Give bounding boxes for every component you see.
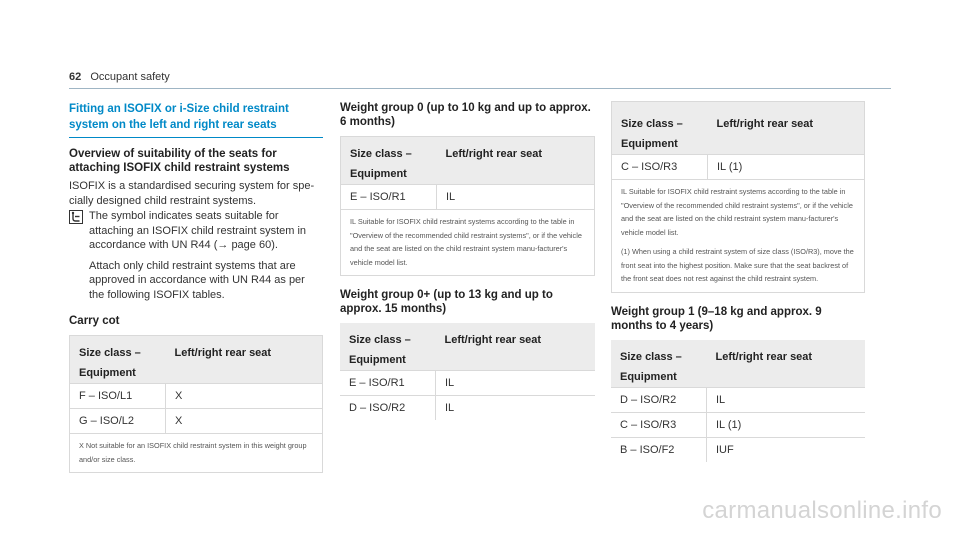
table-header-row: [340, 323, 595, 371]
header-size-class: Size class – Equipment: [70, 336, 166, 384]
table-footnote: [341, 210, 595, 276]
isofix-note-text-approval: Attach only child restraint systems that are approved in accordance with UN R44 as per the following ISOFIX tables.: [89, 259, 305, 301]
table-header-row: [70, 336, 323, 384]
watermark: carmanualsonline.info: [702, 497, 942, 524]
header-seat: Left/right rear seat: [166, 336, 323, 384]
section-name: Occupant safety: [90, 71, 170, 83]
footnote-text: IL Suitable for ISOFIX child restraint systems according to the table in "Overview of the recommended child restraint systems", or if the vehicle and the seat are listed on the child restraint system manu-facturer's vehicle model list.: [350, 217, 582, 267]
table-row: [70, 409, 323, 434]
column-left: [69, 101, 323, 473]
table-cell: X: [166, 409, 323, 434]
table-row: [70, 384, 323, 409]
section-title-rule: [69, 137, 323, 138]
table-cell: E – ISO/R1: [340, 371, 436, 396]
page-header: [69, 71, 170, 83]
table-header-row: [612, 102, 865, 155]
column-middle: [340, 101, 595, 420]
table-header-row: [611, 340, 865, 388]
table-footnote-row: [70, 434, 323, 473]
isofix-symbol-icon: [69, 209, 89, 302]
table-cell: D – ISO/R2: [611, 387, 707, 412]
header-size-class: Size class – Equipment: [340, 323, 436, 371]
isofix-note-text: The symbol indicates seats suitable for attaching an ISOFIX child restraint system in accordance with UN R44 (→ page 60).: [89, 210, 307, 251]
table-footnote-row: [341, 210, 595, 276]
section-title: Fitting an ISOFIX or i-Size child restraint system on the left and right rear seats: [69, 103, 289, 131]
table-cell: IUF: [707, 437, 866, 462]
table-row: [611, 387, 865, 412]
table-cell: C – ISO/R3: [611, 412, 707, 437]
table-cell: G – ISO/L2: [70, 409, 166, 434]
header-size-class: Size class – Equipment: [341, 137, 437, 185]
group0plus-continued-table: [611, 101, 865, 293]
group0plus-heading: Weight group 0+ (up to 13 kg and up to approx. 15 months): [340, 289, 553, 315]
isofix-intro: ISOFIX is a standardised securing system for spe-cially designed child restraint systems.: [69, 180, 315, 207]
page-number: 62: [69, 71, 82, 83]
table-cell: IL: [436, 371, 596, 396]
header-seat: Left/right rear seat: [708, 102, 865, 155]
overview-heading: Overview of suitability of the seats for attaching ISOFIX child restraint systems: [69, 148, 290, 174]
table-cell: IL: [707, 387, 866, 412]
footnote-text: (1) When using a child restraint system of size class (ISO/R3), move the front seat into the highest position. Make sure that the seat backrest of the front seat does not rest against the child restraint system.: [621, 247, 854, 283]
group1-heading: Weight group 1 (9–18 kg and approx. 9 months to 4 years): [611, 305, 822, 332]
table-header-row: [341, 137, 595, 185]
table-footnote: [612, 180, 865, 293]
table-row: [340, 396, 595, 421]
table-cell: IL: [437, 185, 595, 210]
carry-cot-table: [69, 335, 323, 473]
table-cell: C – ISO/R3: [612, 155, 708, 180]
header-size-class: Size class – Equipment: [612, 102, 708, 155]
header-size-class: Size class – Equipment: [611, 340, 707, 388]
isofix-note: [69, 209, 323, 302]
table-cell: F – ISO/L1: [70, 384, 166, 409]
table-cell: IL (1): [708, 155, 865, 180]
table-cell: D – ISO/R2: [340, 396, 436, 421]
group1-table: [611, 340, 865, 462]
table-cell: IL (1): [707, 412, 866, 437]
header-divider: [69, 88, 891, 89]
footnote-text: X Not suitable for an ISOFIX child restraint system in this weight group and/or size class.: [79, 441, 307, 464]
table-row: [611, 412, 865, 437]
table-cell: X: [166, 384, 323, 409]
group0-heading: Weight group 0 (up to 10 kg and up to approx. 6 months): [340, 102, 591, 128]
table-cell: IL: [436, 396, 596, 421]
header-seat: Left/right rear seat: [437, 137, 595, 185]
table-cell: B – ISO/F2: [611, 437, 707, 462]
table-row: [340, 371, 595, 396]
group0-table: [340, 136, 595, 276]
table-row: [341, 185, 595, 210]
table-row: [612, 155, 865, 180]
table-row: [611, 437, 865, 462]
header-seat: Left/right rear seat: [707, 340, 866, 388]
carry-cot-heading: Carry cot: [69, 315, 120, 327]
table-cell: E – ISO/R1: [341, 185, 437, 210]
table-footnote: [70, 434, 323, 473]
group0plus-table: [340, 323, 595, 420]
header-seat: Left/right rear seat: [436, 323, 596, 371]
column-right: [611, 101, 865, 462]
table-footnote-row: [612, 180, 865, 293]
footnote-text: IL Suitable for ISOFIX child restraint systems according to the table in "Overview of the recommended child restraint systems", or if the vehicle and the seat are listed on the child restraint system manu-facturer's vehicle model list.: [621, 187, 853, 237]
